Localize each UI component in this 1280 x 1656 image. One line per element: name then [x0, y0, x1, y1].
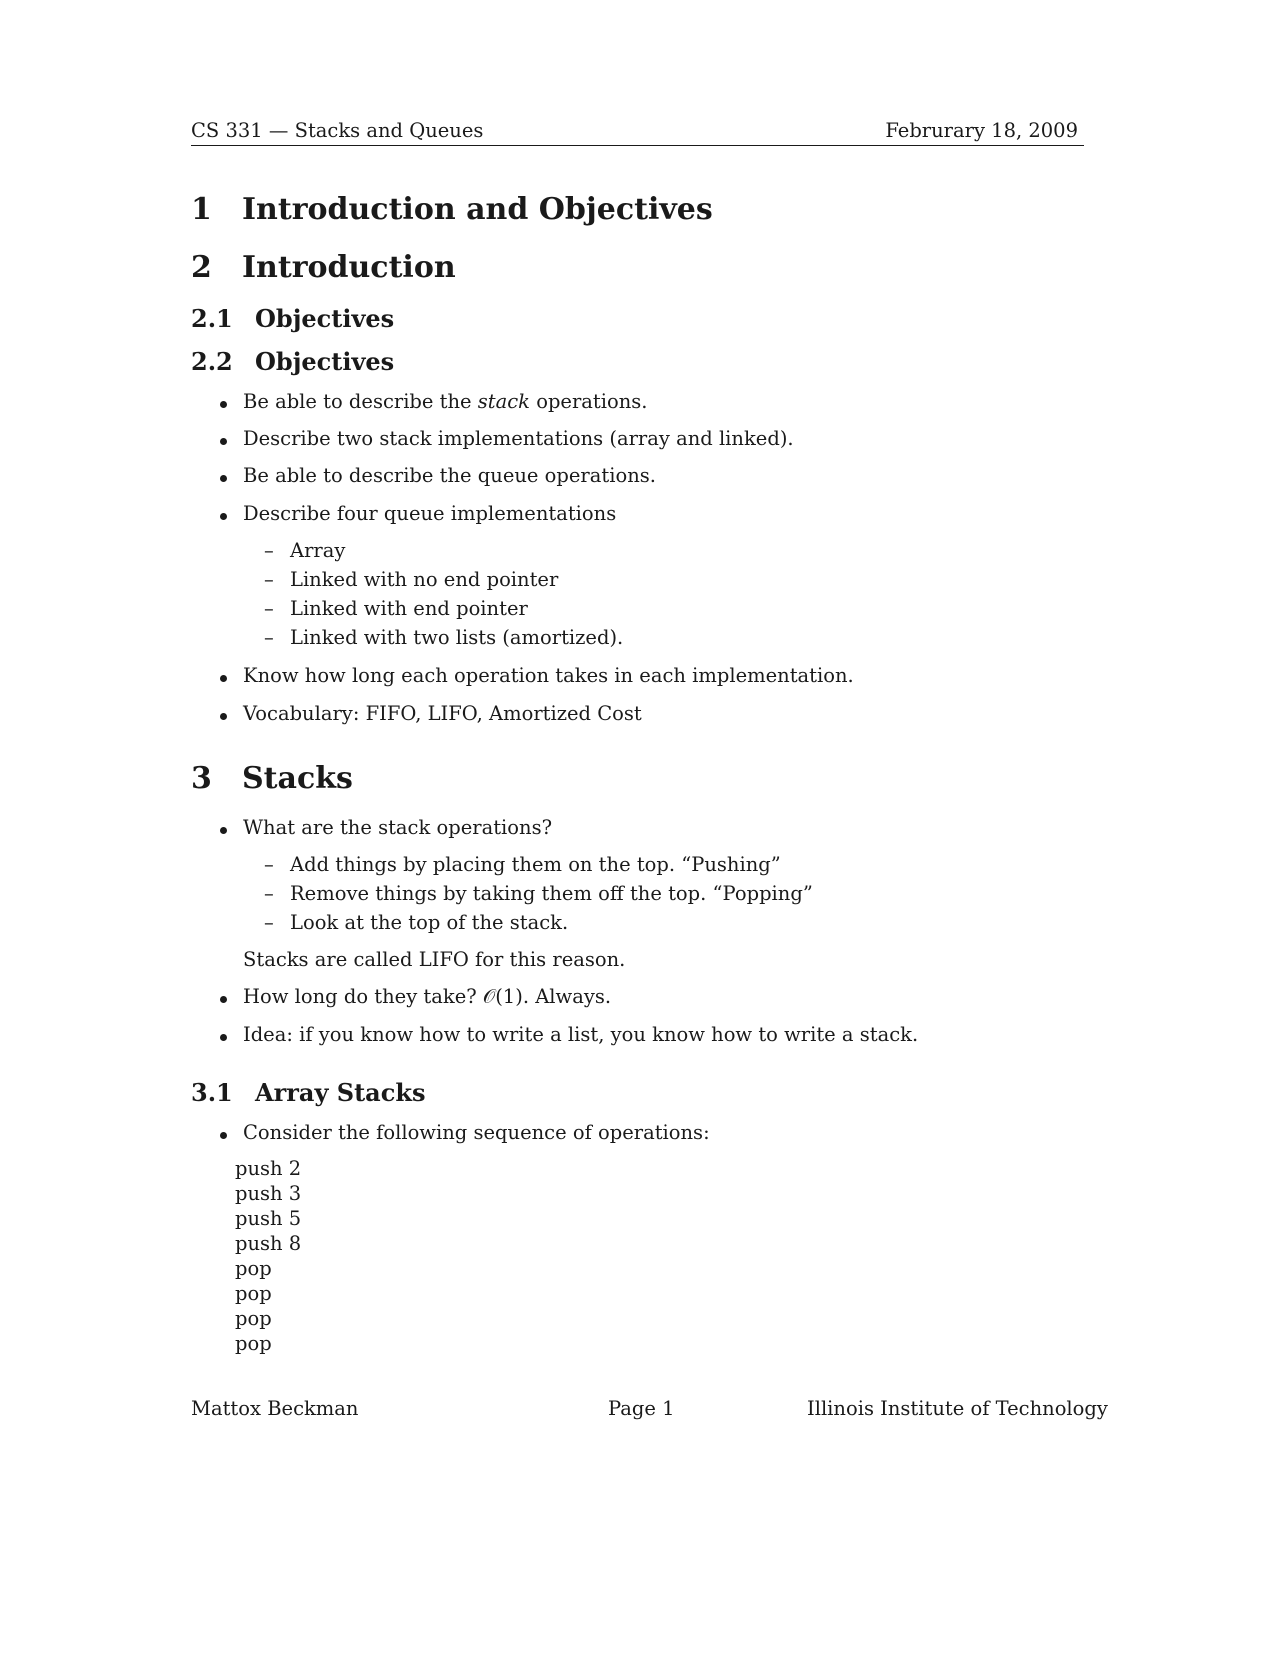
section-number: 1	[191, 192, 212, 227]
operation-line: pop	[235, 1257, 272, 1280]
subsection-title: Objectives	[255, 304, 395, 333]
item-text: Be able to describe the	[243, 390, 478, 413]
section-number: 3	[191, 761, 212, 796]
item-text: . Always.	[522, 985, 612, 1008]
footer-author: Mattox Beckman	[191, 1397, 359, 1420]
header-date: Februrary 18, 2009	[885, 119, 1078, 142]
bullet-icon	[220, 401, 227, 408]
bullet-icon	[220, 1132, 227, 1139]
bullet-icon	[220, 438, 227, 445]
item-text: Linked with end pointer	[290, 597, 528, 620]
bullet-icon	[220, 1034, 227, 1041]
item-text: operations.	[530, 390, 648, 413]
item-text: Linked with two lists (amortized).	[290, 626, 624, 649]
operation-line: push 5	[235, 1207, 302, 1230]
paragraph: Stacks are called LIFO for this reason.	[243, 948, 626, 971]
item-text: Describe four queue implementations	[243, 502, 617, 525]
section-title: Introduction	[242, 250, 456, 285]
item-text: Look at the top of the stack.	[290, 911, 569, 934]
operation-sequence	[235, 1156, 301, 1356]
item-emphasis: stack	[477, 390, 531, 413]
item-text: How long do they take?	[243, 985, 483, 1008]
bullet-icon	[220, 475, 227, 482]
bullet-icon	[220, 996, 227, 1003]
bullet-icon	[220, 827, 227, 834]
bullet-icon	[220, 513, 227, 520]
operation-line: push 2	[235, 1157, 302, 1180]
item-text: Consider the following sequence of operations:	[243, 1121, 710, 1144]
item-text: What are the stack operations?	[243, 816, 553, 839]
math-expression: 𝒪(1)	[482, 985, 523, 1008]
bullet-icon	[220, 713, 227, 720]
operation-line: push 8	[235, 1232, 302, 1255]
subsection-number: 2.1	[191, 304, 233, 333]
subsection-title: Objectives	[255, 347, 395, 376]
item-text: Know how long each operation takes in each implementation.	[243, 664, 854, 687]
section-number: 2	[191, 250, 212, 285]
operation-line: pop	[235, 1282, 272, 1305]
item-text: Be able to describe the queue operations.	[243, 464, 656, 487]
subsection-number: 2.2	[191, 347, 233, 376]
operation-line: pop	[235, 1332, 272, 1355]
dash-icon: –	[264, 539, 274, 562]
dash-icon: –	[264, 911, 274, 934]
bullet-icon	[220, 675, 227, 682]
item-text: Add things by placing them on the top. “Pushing”	[290, 853, 781, 876]
footer-page-number: Page 1	[608, 1397, 675, 1420]
dash-icon: –	[264, 853, 274, 876]
running-header	[191, 118, 1084, 146]
item-text: Remove things by taking them off the top. “Popping”	[290, 882, 813, 905]
subsection-number: 3.1	[191, 1078, 233, 1107]
footer-institution: Illinois Institute of Technology	[807, 1397, 1108, 1420]
item-text: Array	[290, 539, 346, 562]
item-text: Linked with no end pointer	[290, 568, 559, 591]
header-course-title: CS 331 — Stacks and Queues	[191, 119, 484, 142]
dash-icon: –	[264, 882, 274, 905]
operation-line: pop	[235, 1307, 272, 1330]
item-text: Describe two stack implementations (array and linked).	[243, 427, 794, 450]
subsection-title: Array Stacks	[255, 1078, 426, 1107]
item-text: Idea: if you know how to write a list, you know how to write a stack.	[243, 1023, 919, 1046]
dash-icon: –	[264, 568, 274, 591]
section-title: Introduction and Objectives	[242, 192, 713, 227]
dash-icon: –	[264, 597, 274, 620]
item-text: Vocabulary: FIFO, LIFO, Amortized Cost	[243, 702, 642, 725]
operation-line: push 3	[235, 1182, 302, 1205]
section-title: Stacks	[242, 761, 353, 796]
dash-icon: –	[264, 626, 274, 649]
